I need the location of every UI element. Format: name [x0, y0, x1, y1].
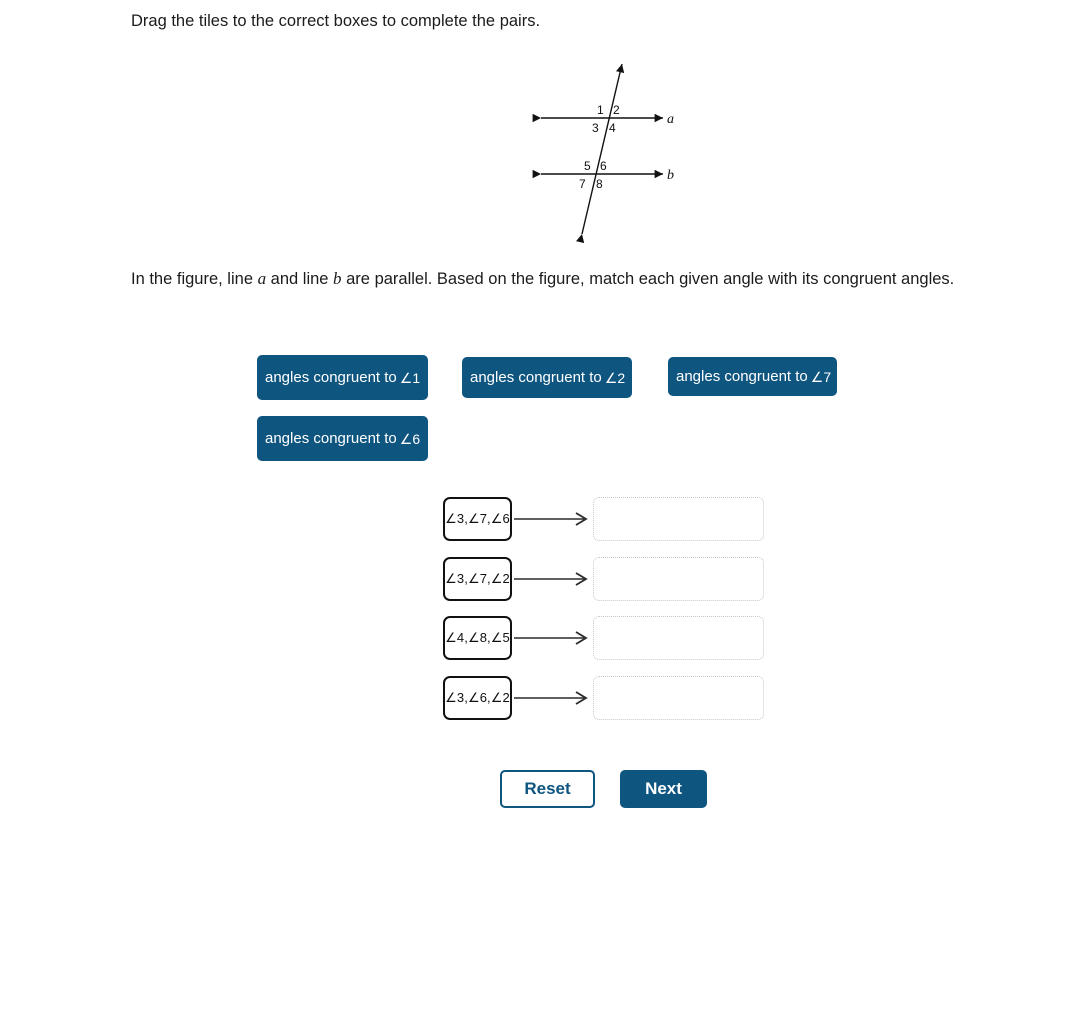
match-pairs-area: [443, 497, 773, 722]
drag-tile-congruent-to-6[interactable]: [257, 416, 428, 461]
drag-tile-angle: ∠6: [399, 430, 421, 447]
drag-tile-label: angles congruent to: [470, 369, 602, 386]
answer-tile[interactable]: ∠4,∠8,∠5: [443, 616, 512, 660]
figure-angle-6: 6: [600, 159, 607, 173]
next-button[interactable]: Next: [620, 770, 707, 808]
drag-tile-label: angles congruent to: [265, 369, 397, 386]
match-row: [443, 497, 773, 541]
drag-tile-label: angles congruent to: [265, 430, 397, 447]
figure-angle-5: 5: [584, 159, 591, 173]
figure-angle-1: 1: [597, 103, 604, 117]
prompt-part-1: In the figure, line: [131, 270, 258, 288]
prompt-part-2: and line: [266, 270, 334, 288]
question-prompt: [131, 263, 1021, 295]
drop-box[interactable]: [593, 557, 764, 601]
figure-angle-7: 7: [579, 177, 586, 191]
figure-label-a: a: [667, 112, 674, 127]
figure-angle-8: 8: [596, 177, 603, 191]
answer-tile[interactable]: ∠3,∠6,∠2: [443, 676, 512, 720]
transversal-line: [582, 64, 622, 234]
figure-angle-2: 2: [613, 103, 620, 117]
match-row: [443, 676, 773, 720]
arrow-icon: [514, 511, 594, 527]
drag-tile-angle: ∠2: [604, 369, 626, 386]
drag-tile-congruent-to-2[interactable]: [462, 357, 632, 398]
prompt-part-3: are parallel. Based on the figure, match each given angle with its congruent angles.: [341, 270, 955, 288]
figure-label-b: b: [667, 168, 674, 183]
prompt-line-b: b: [333, 269, 342, 288]
match-row: [443, 557, 773, 601]
drag-tile-congruent-to-1[interactable]: [257, 355, 428, 400]
arrow-icon: [514, 690, 594, 706]
reset-button[interactable]: Reset: [500, 770, 595, 808]
drop-box[interactable]: [593, 497, 764, 541]
drop-box[interactable]: [593, 616, 764, 660]
drag-tile-congruent-to-7[interactable]: [668, 357, 837, 396]
answer-tile[interactable]: ∠3,∠7,∠2: [443, 557, 512, 601]
parallel-lines-transversal-diagram: [530, 52, 700, 247]
match-row: [443, 616, 773, 660]
page-instruction: Drag the tiles to the correct boxes to complete the pairs.: [131, 12, 541, 30]
figure-angle-4: 4: [609, 121, 616, 135]
arrow-icon: [514, 571, 594, 587]
drag-tile-angle: ∠7: [810, 368, 832, 385]
figure-angle-3: 3: [592, 121, 599, 135]
drop-box[interactable]: [593, 676, 764, 720]
drag-tile-label: angles congruent to: [676, 368, 808, 385]
prompt-line-a: a: [257, 269, 267, 288]
drag-tile-tray: [257, 355, 877, 465]
arrow-icon: [514, 630, 594, 646]
drag-tile-angle: ∠1: [399, 369, 421, 386]
answer-tile[interactable]: ∠3,∠7,∠6: [443, 497, 512, 541]
